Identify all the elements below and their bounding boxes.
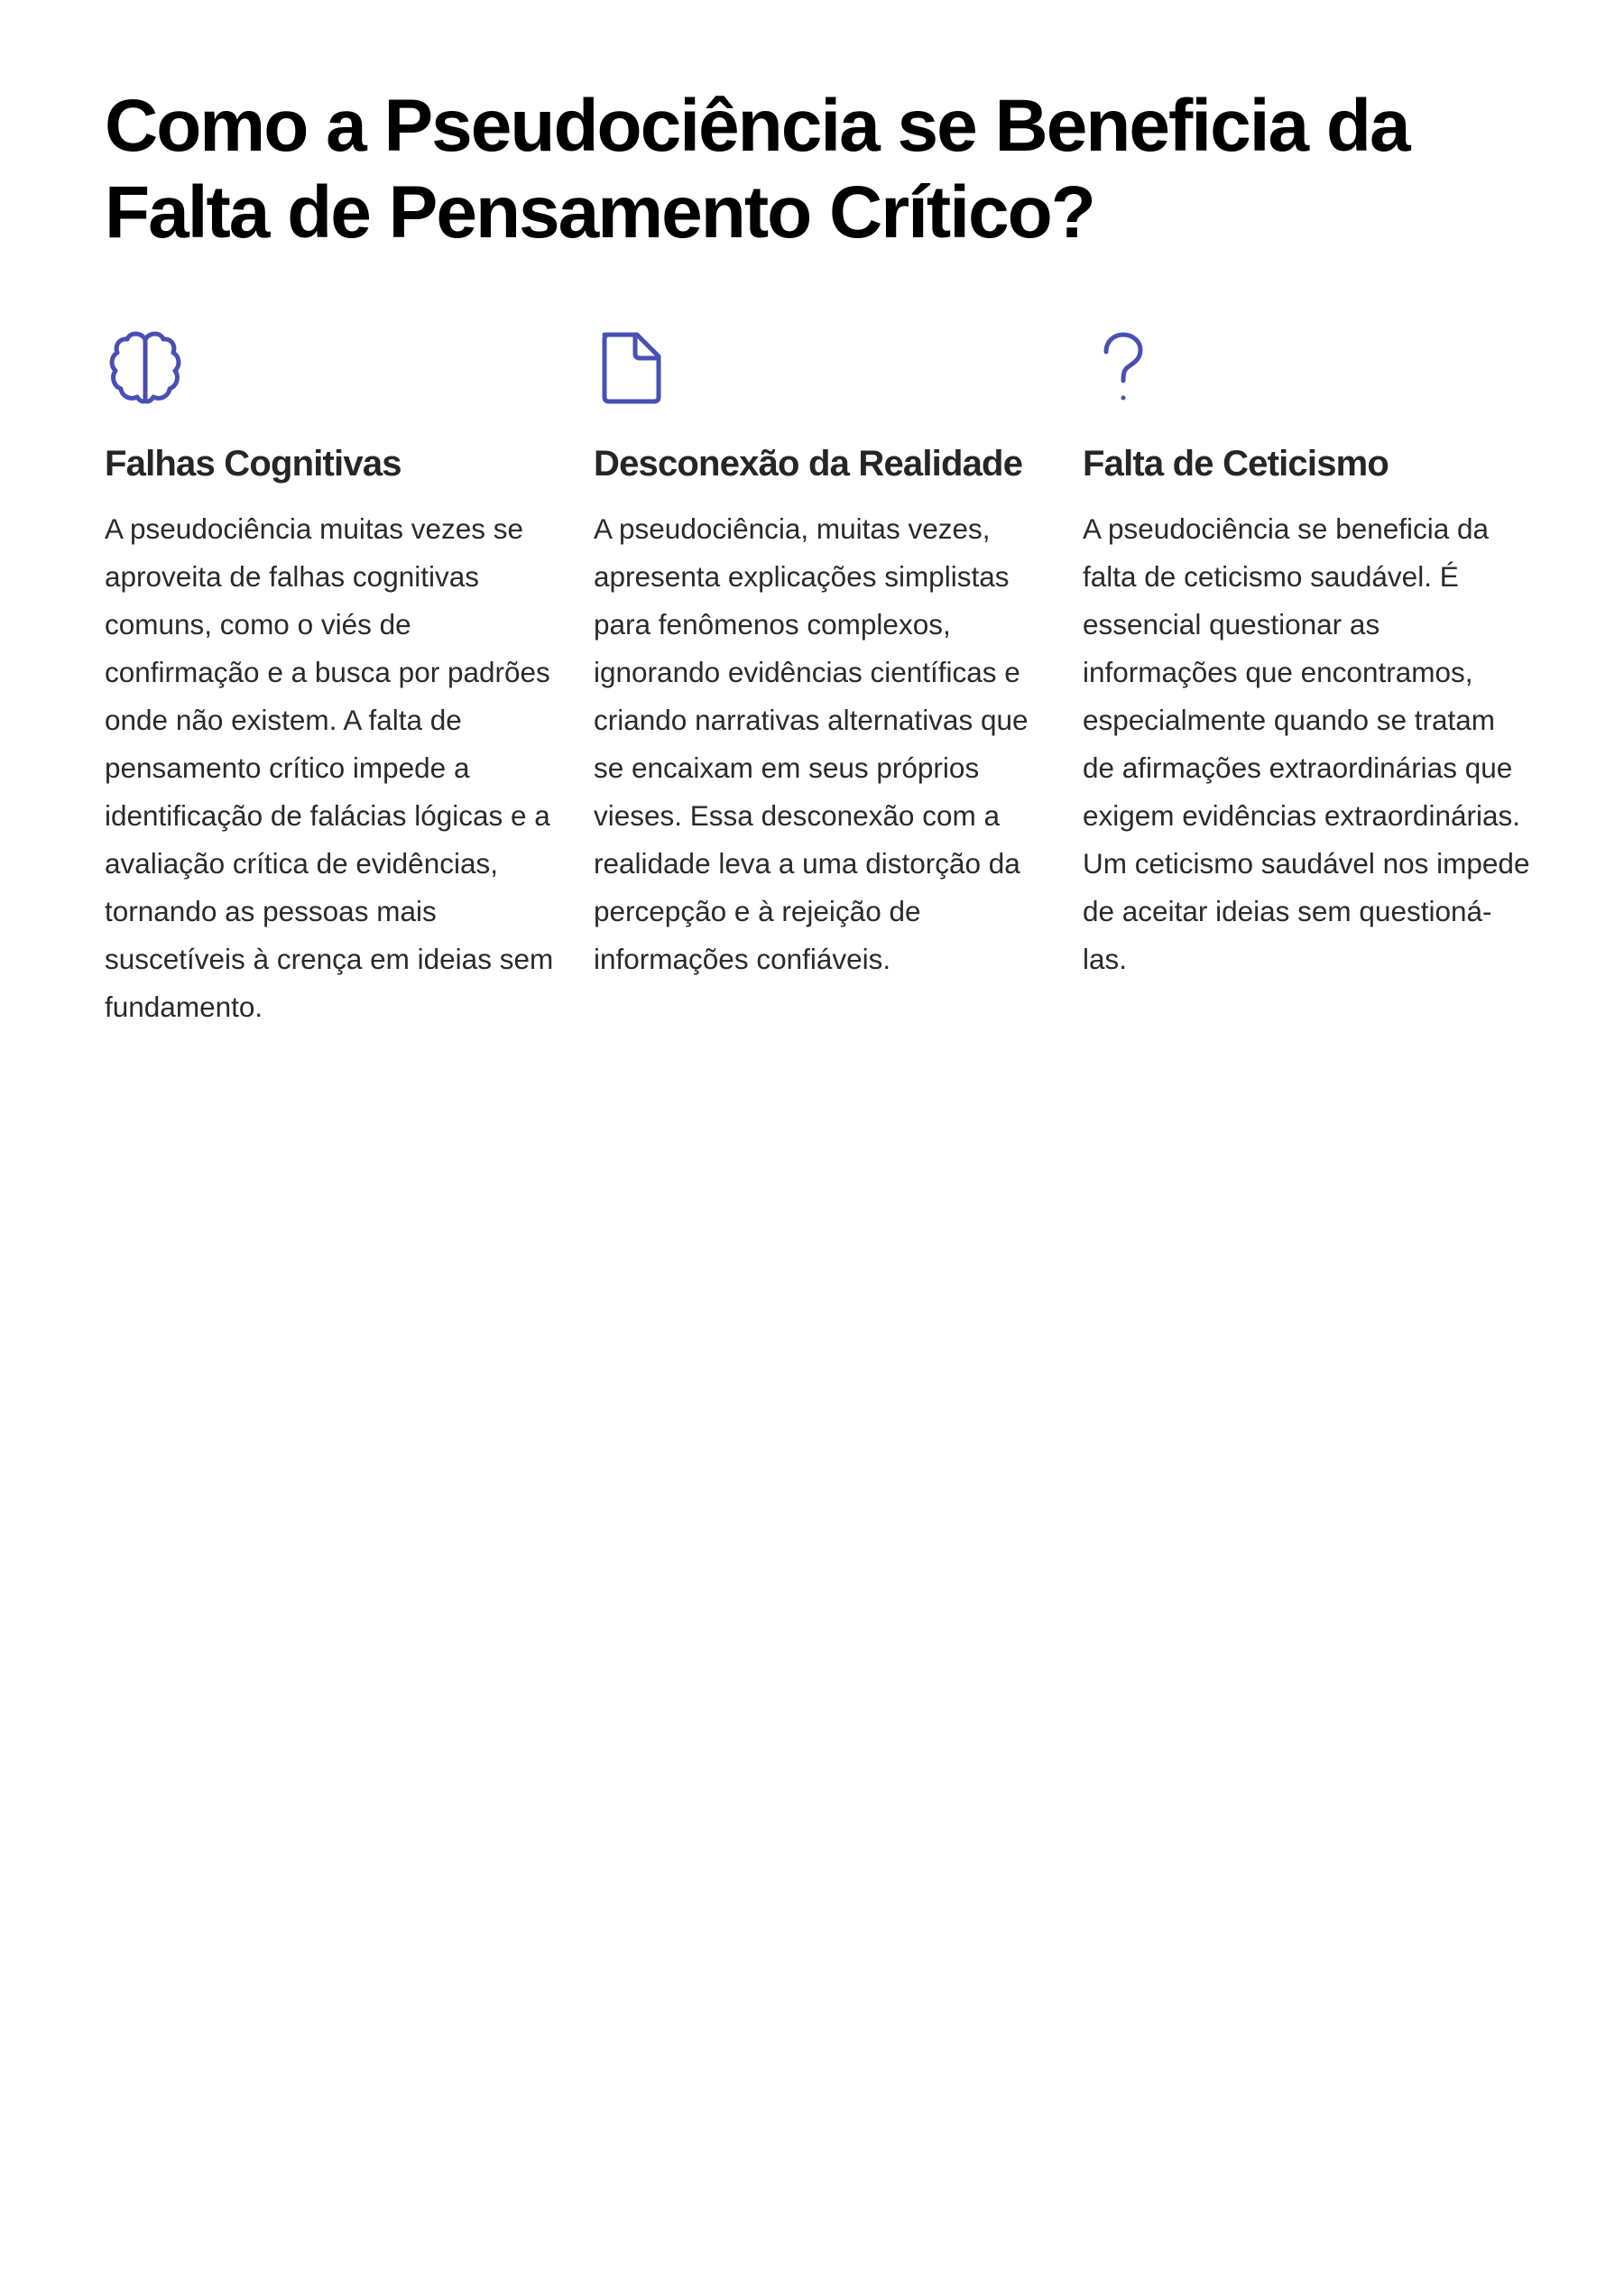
document-icon	[594, 327, 675, 408]
brain-icon	[105, 327, 186, 408]
card-title: Falta de Ceticismo	[1083, 444, 1389, 484]
card-title: Falhas Cognitivas	[105, 444, 401, 484]
page-title: Como a Pseudociência se Beneficia da Falta de Pensamento Crítico?	[105, 85, 1409, 253]
card-text: A pseudociência, muitas vezes, apresenta explicações simplistas para fenômenos complexos, ignorando evidências científicas e criando narrativas alternativas que se encaixam em seus próprios vieses. Essa desconexão com a realidade leva a uma distorção da percepção e à rejeição de informações confiáveis.	[594, 512, 1029, 975]
card-title: Desconexão da Realidade	[594, 444, 1023, 484]
page-content	[105, 83, 1530, 1023]
card-text: A pseudociência se beneficia da falta de ceticismo saudável. É essencial questionar as informações que encontramos, especialmente quando se tratam de afirmações extraordinárias que exigem evidências extraordinárias. Um ceticismo saudável nos impede de aceitar ideias sem questioná-las.	[1083, 512, 1530, 975]
question-mark-icon	[1083, 327, 1164, 408]
card-falhas-cognitivas	[105, 327, 556, 1031]
card-text: A pseudociência muitas vezes se aproveita de falhas cognitivas comuns, como o viés de confirmação e a busca por padrões onde não existem. A falta de pensamento crítico impede a identificação de falácias lógicas e a avaliação crítica de evidências, tornando as pessoas mais suscetíveis à crença em ideias sem fundamento.	[105, 512, 554, 1023]
card-falta-ceticismo	[1083, 327, 1534, 1031]
card-columns	[105, 327, 1530, 1031]
card-desconexao-realidade	[594, 327, 1045, 1031]
